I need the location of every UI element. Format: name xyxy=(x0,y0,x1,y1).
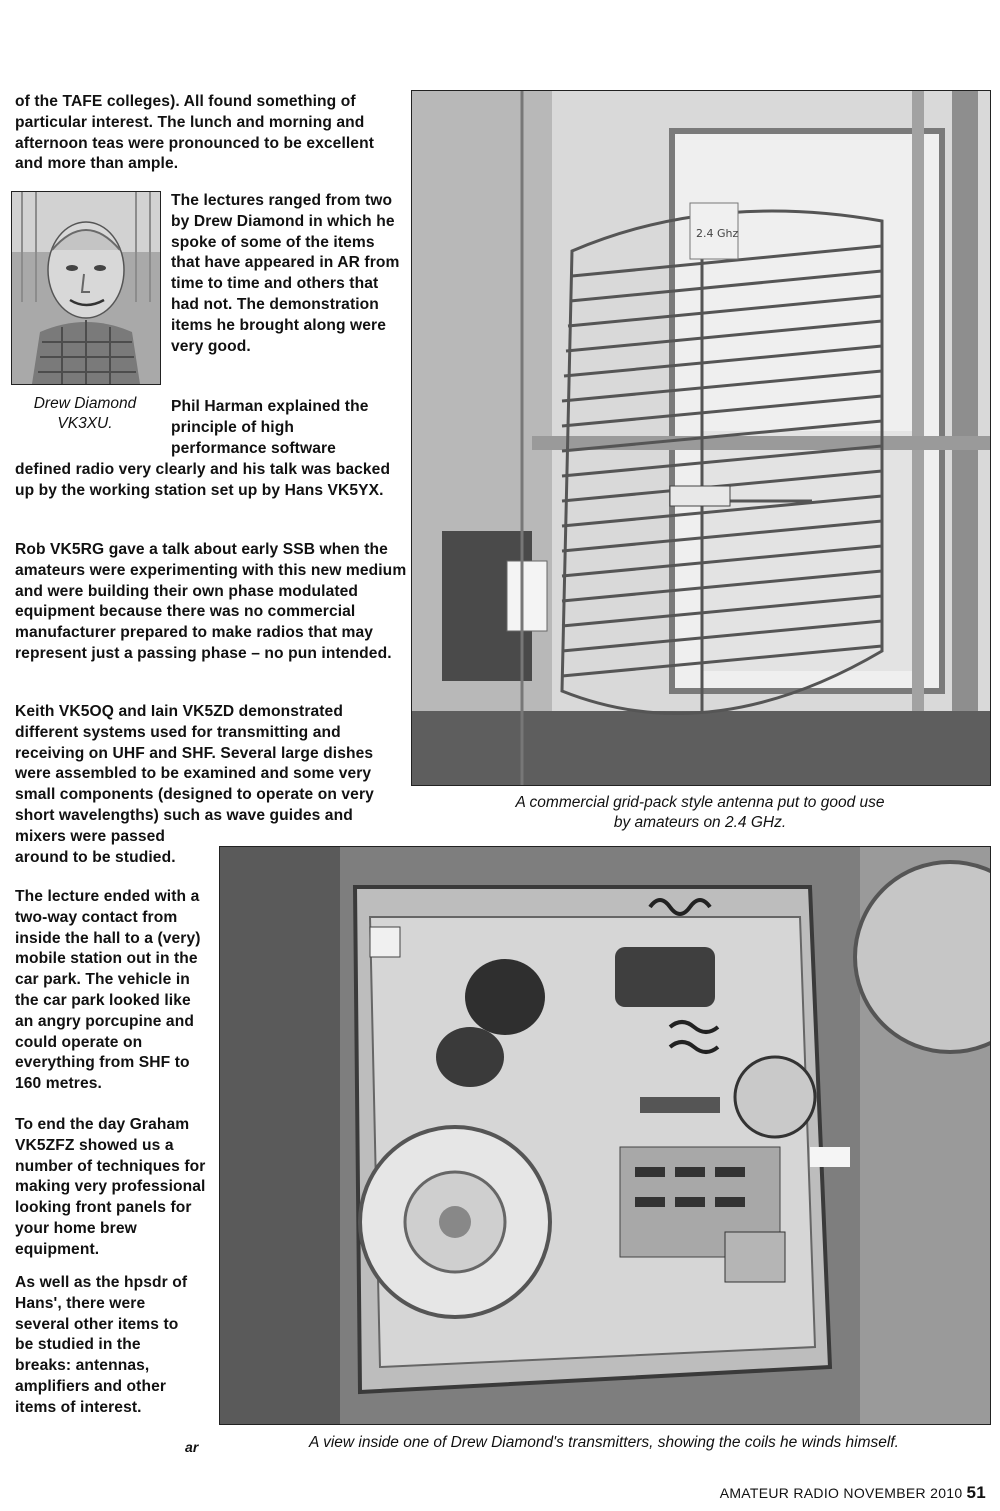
paragraph: Rob VK5RG gave a talk about early SSB when the amateurs were experimenting with this new medium and were building their own phase modulated equipment because there was no commercial manufacturer prepared to make radios that may represent just a passing phase – no pun intended. xyxy=(15,541,407,662)
paragraph: mixers were passed around to be studied. xyxy=(15,828,176,866)
antenna-caption-line1: A commercial grid-pack style antenna put to good use xyxy=(515,794,885,811)
page-footer xyxy=(720,1483,986,1503)
portrait-image xyxy=(12,192,160,384)
para-uhf-a xyxy=(15,702,395,827)
transmitter-image xyxy=(220,847,990,1424)
para-harman-a xyxy=(171,397,376,459)
antenna-photo xyxy=(411,90,991,786)
paragraph: To end the day Graham VK5ZFZ showed us a number of techniques for making very professional looking front panels for your home brew equipment. xyxy=(15,1116,206,1258)
paragraph: defined radio very clearly and his talk was backed up by the working station set up by Hans VK5YX. xyxy=(15,461,391,499)
transmitter-caption: A view inside one of Drew Diamond's transmitters, showing the coils he winds himself. xyxy=(309,1434,899,1451)
para-contact xyxy=(15,887,210,1095)
para-panels xyxy=(15,1115,210,1261)
paragraph: As well as the hpsdr of Hans', there were several other items to be studied in the breaks: antennas, amplifiers and other items of interest. xyxy=(15,1274,188,1416)
antenna-sticker-label: 2.4 Ghz xyxy=(696,227,739,240)
paragraph: The lectures ranged from two by Drew Diamond in which he spoke of some of the items that have appeared in AR from time to time and others that had not. The demonstration items he brought along were very good. xyxy=(171,192,400,355)
para-harman-b xyxy=(15,460,410,502)
para-intro xyxy=(15,92,405,175)
end-mark: ar xyxy=(185,1439,199,1455)
para-ssb xyxy=(15,540,410,665)
paragraph: Keith VK5OQ and Iain VK5ZD demonstrated different systems used for transmitting and receiving on UHF and SHF. Several large dishes were assembled to be examined and some very small components (designed to operate on very short wavelengths) such as wave guides and xyxy=(15,703,374,824)
portrait-caption-call: VK3XU. xyxy=(57,415,113,432)
transmitter-photo xyxy=(219,846,991,1425)
magazine-issue: AMATEUR RADIO NOVEMBER 2010 xyxy=(719,1485,963,1501)
paragraph: The lecture ended with a two-way contact from inside the hall to a (very) mobile station out in the car park. The vehicle in the car park looked like an angry porcupine and could operate on everything from SHF to 160 metres. xyxy=(15,888,201,1093)
para-lectures xyxy=(171,191,401,357)
para-uhf-b xyxy=(15,827,200,869)
portrait-caption xyxy=(11,394,159,434)
antenna-caption xyxy=(411,793,989,833)
para-items xyxy=(15,1273,195,1419)
portrait-photo xyxy=(11,191,161,385)
page-number: 51 xyxy=(966,1483,986,1502)
antenna-caption-line2: by amateurs on 2.4 GHz. xyxy=(613,814,787,831)
portrait-caption-name: Drew Diamond xyxy=(33,395,137,412)
paragraph: Phil Harman explained the principle of high performance software xyxy=(171,398,369,457)
paragraph: of the TAFE colleges). All found something of particular interest. The lunch and morning and afternoon teas were pronounced to be excellent and more than ample. xyxy=(15,93,374,173)
antenna-image xyxy=(412,91,990,785)
